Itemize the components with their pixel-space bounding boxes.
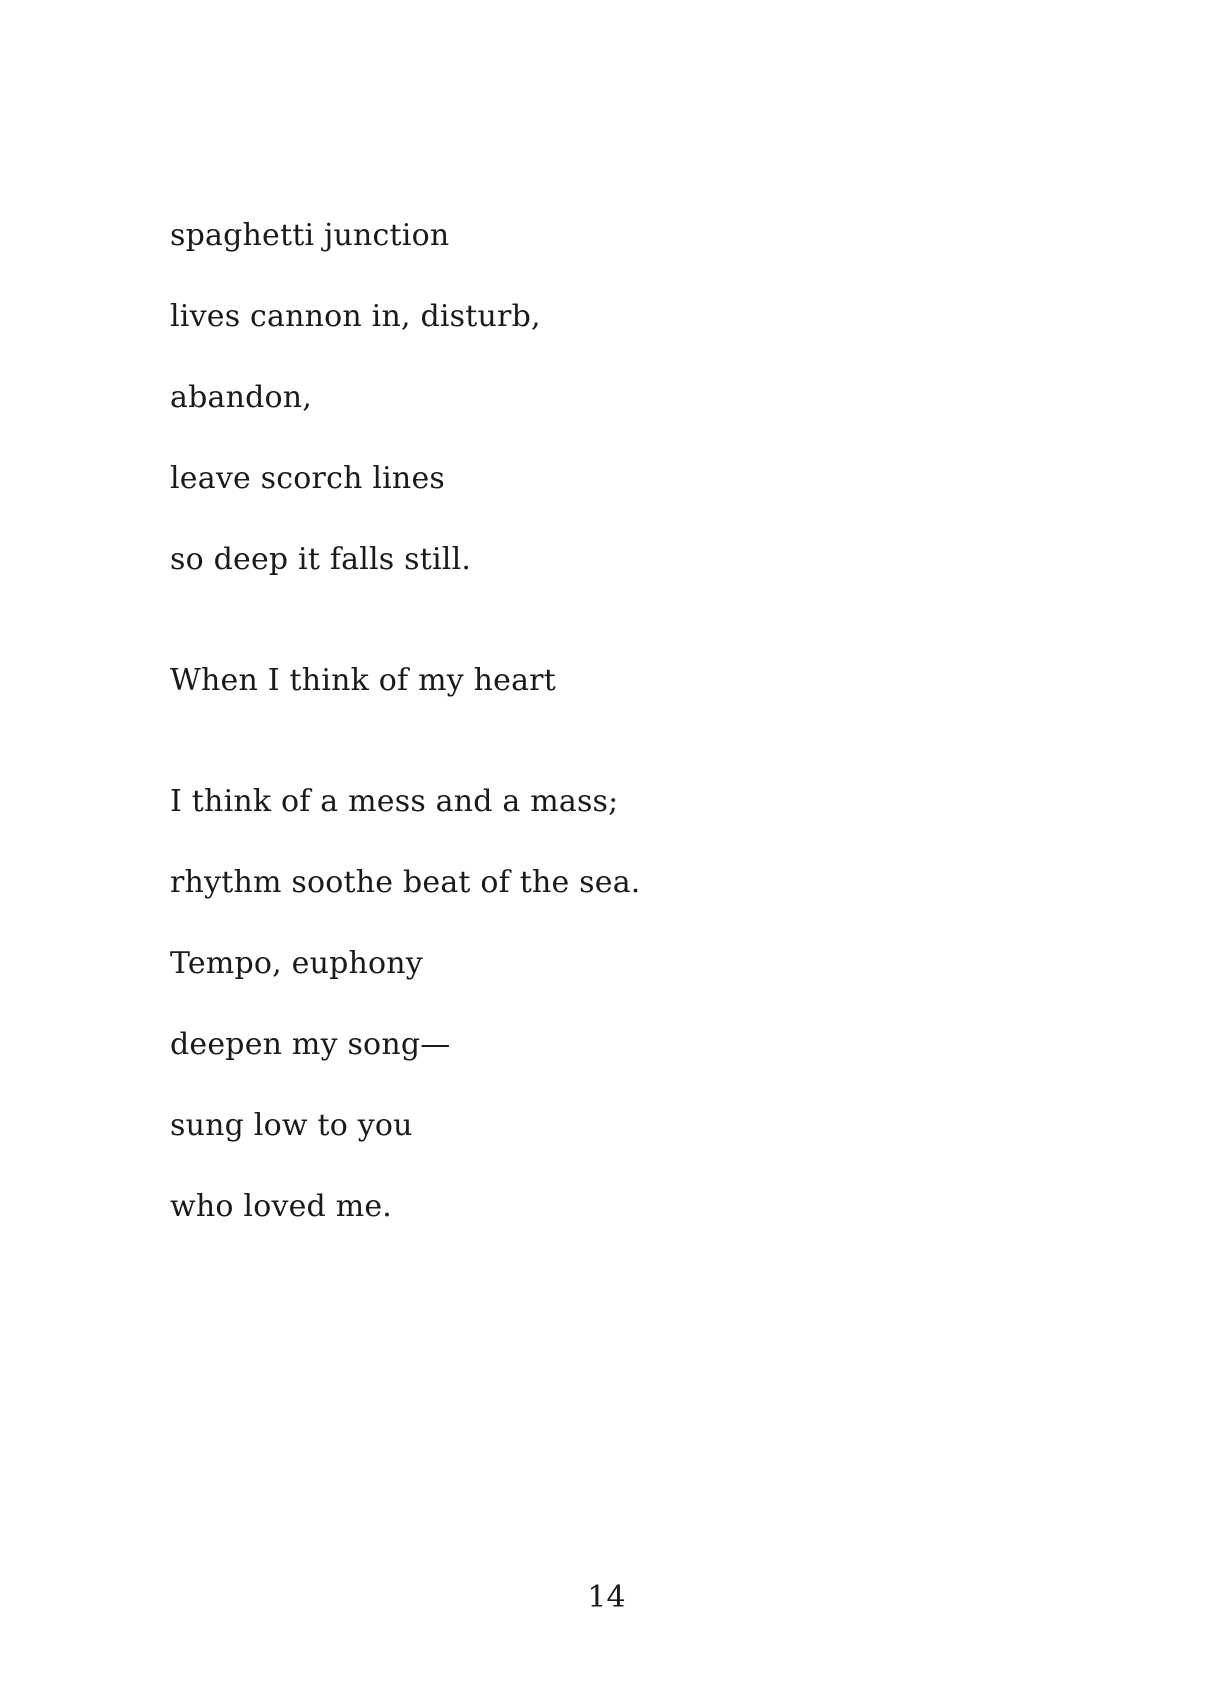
poem-line-4: leave scorch lines — [170, 461, 445, 496]
poem-line-11: sung low to you — [170, 1108, 413, 1143]
poem-line-12: who loved me. — [170, 1189, 393, 1224]
poem-line-3: abandon, — [170, 380, 313, 415]
poem-line-6: When I think of my heart — [170, 663, 556, 698]
poem-line-10: deepen my song— — [170, 1027, 451, 1062]
poem-line-7: I think of a mess and a mass; — [170, 784, 619, 819]
page-number: 14 — [587, 1580, 626, 1615]
poem-line-2: lives cannon in, disturb, — [170, 299, 541, 334]
poem-line-8: rhythm soothe beat of the sea. — [170, 865, 641, 900]
poem-line-5: so deep it falls still. — [170, 542, 472, 577]
poem-line-9: Tempo, euphony — [170, 946, 423, 981]
poem-line-1: spaghetti junction — [170, 218, 450, 253]
